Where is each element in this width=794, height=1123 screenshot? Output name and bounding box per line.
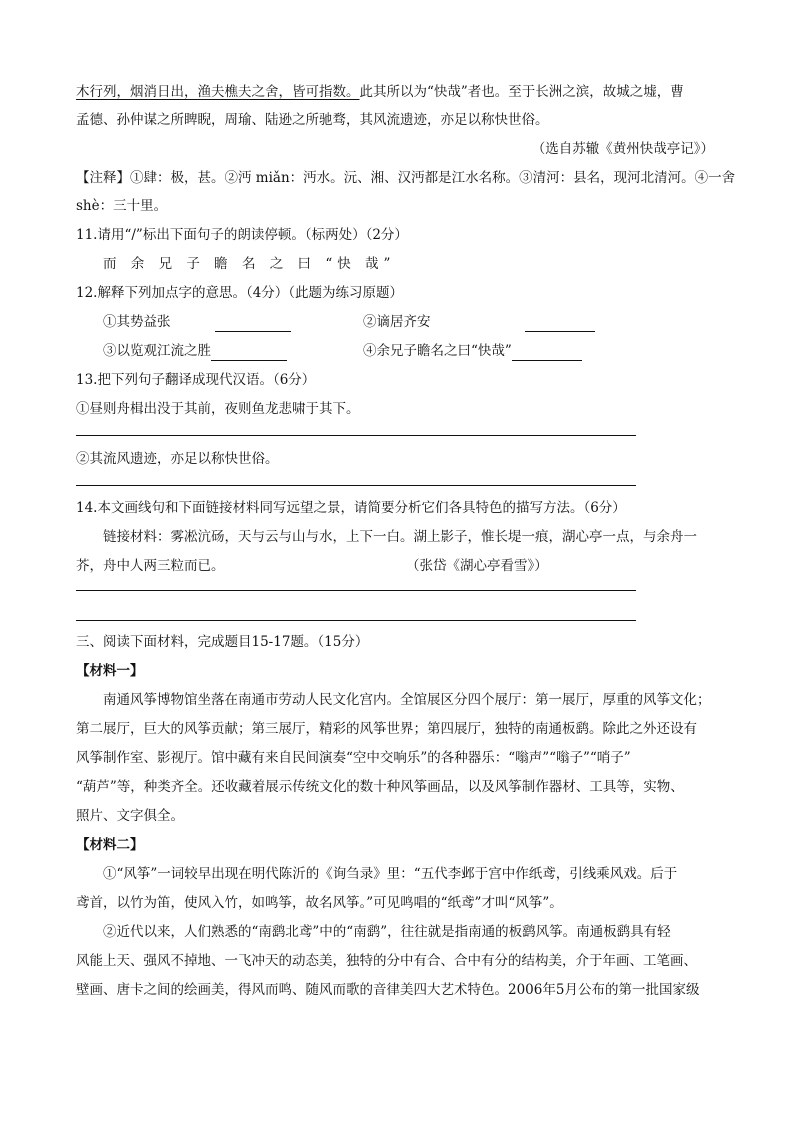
q13-answer-line-2[interactable] bbox=[76, 485, 636, 486]
material-2-line-2: 鸢首，以竹为笛，使风入竹，如鸣筝，故名风筝。”可见鸣唱的“纸鸢”才叫“风筝”。 bbox=[76, 895, 563, 911]
material-2-line-4: 风能上天、强风不掉地、一飞冲天的动态美，独特的分中有合、合中有分的结构美，介于年画、工笔画、 bbox=[76, 953, 697, 969]
passage-line-1 bbox=[76, 82, 718, 102]
material-1-line-4: “葫芦”等，种类齐全。还收藏着展示传统文化的数十种风筝画品，以及风筝制作器材、工具等，实物、 bbox=[76, 779, 684, 795]
q12-item-3: ③以览观江流之胜 bbox=[103, 343, 211, 359]
q12-answer-blank-3[interactable] bbox=[211, 346, 287, 361]
q13-sentence-2: ②其流风遗迹，亦足以称快世俗。 bbox=[76, 451, 279, 467]
q12-item-1: ①其势益张 bbox=[103, 314, 171, 330]
passage-line-2: 孟德、孙仲谋之所睥睨，周瑜、陆逊之所驰骛，其风流遗迹，亦足以称快世俗。 bbox=[76, 112, 549, 128]
q13-sentence-1: ①昼则舟楫出没于其前，夜则鱼龙悲啸于其下。 bbox=[76, 401, 360, 417]
notes-line-2: shè：三十里。 bbox=[76, 198, 168, 214]
q13-stem: 13.把下列句子翻译成现代汉语。（6分） bbox=[76, 372, 316, 388]
underlined-sentence: 木行列，烟消日出，渔夫樵夫之舍，皆可指数。 bbox=[76, 84, 360, 100]
material-2-line-1: ①“风筝”一词较早出现在明代陈沂的《询刍录》里：“五代李邺于宫中作纸鸢，引线乘风戏。后于 bbox=[103, 866, 678, 882]
q12-item-2-wrap bbox=[363, 312, 595, 332]
q12-answer-blank-1[interactable] bbox=[215, 317, 291, 332]
q14-link-source: （张岱《湖心亭看雪》） bbox=[406, 558, 548, 574]
q12-item-2: ②谪居齐安 bbox=[363, 314, 431, 330]
q14-answer-line-2[interactable] bbox=[76, 620, 636, 621]
q14-stem: 14.本文画线句和下面链接材料同写远望之景，请简要分析它们各具特色的描写方法。（6分） bbox=[76, 500, 626, 516]
q12-stem: 12.解释下列加点字的意思。（4分）（此题为练习原题） bbox=[76, 285, 404, 301]
document-page bbox=[76, 82, 736, 1009]
material-1-line-3: 风筝制作室、影视厅。馆中藏有来自民间演奏“空中交响乐”的各种器乐：“嗡声”“嗡子”“哨子” bbox=[76, 750, 631, 766]
material-2-line-5: 壁画、唐卡之间的绘画美，得风而鸣、随风而歌的音律美四大艺术特色。2006年5月公布的第一批国家级 bbox=[76, 982, 700, 998]
material-1-line-2: 第二展厅，巨大的风筝贡献；第三展厅，精彩的风筝世界；第四展厅，独特的南通板鹞。除此之外还设有 bbox=[76, 721, 697, 737]
q11-stem: 11.请用“/”标出下面句子的朗读停顿。（标两处）（2分） bbox=[76, 227, 408, 243]
q14-link-line-1: 链接材料：雾凇沆砀，天与云与山与水，上下一白。湖上影子，惟长堤一痕，湖心亭一点，与余舟一 bbox=[103, 529, 697, 545]
q12-item-4-wrap bbox=[363, 341, 582, 361]
material-2-line-3: ②近代以来，人们熟悉的“南鹞北鸢”中的“南鹞”，往往就是指南通的板鹞风筝。南通板鹞具有轻 bbox=[103, 924, 671, 940]
q14-answer-line-1[interactable] bbox=[76, 590, 636, 591]
notes-line-1: 【注释】①肆：极，甚。②沔 miǎn：沔水。沅、湘、汉沔都是江水名称。③清河：县名，现河北清河。④一舍 bbox=[76, 170, 736, 186]
section3-heading: 三、阅读下面材料，完成题目15-17题。（15分） bbox=[76, 634, 369, 650]
material-1-line-5: 照片、文字俱全。 bbox=[76, 808, 184, 824]
q12-row-2 bbox=[76, 341, 718, 361]
material-2-title: 【材料二】 bbox=[76, 837, 144, 853]
q12-item-4: ④余兄子瞻名之曰“快哉” bbox=[363, 343, 512, 359]
q12-answer-blank-4[interactable] bbox=[512, 346, 582, 361]
material-1-line-1: 南通风筝博物馆坐落在南通市劳动人民文化宫内。全馆展区分四个展厅：第一展厅，厚重的风筝文化； bbox=[103, 692, 711, 708]
q12-answer-blank-2[interactable] bbox=[525, 317, 595, 332]
q14-link-text: 芥，舟中人两三粒而已。 bbox=[76, 558, 225, 574]
material-1-title: 【材料一】 bbox=[76, 663, 144, 679]
passage-text: 此其所以为“快哉”者也。至于长洲之滨，故城之墟，曹 bbox=[359, 84, 684, 100]
q12-row-1 bbox=[76, 312, 718, 332]
q13-answer-line-1[interactable] bbox=[76, 435, 636, 436]
passage-source: （选自苏辙《黄州快哉亭记》） bbox=[531, 141, 714, 157]
q14-link-line-2 bbox=[76, 556, 718, 576]
q11-sentence: 而 余 兄 子 瞻 名 之 曰 “快 哉” bbox=[103, 256, 396, 272]
